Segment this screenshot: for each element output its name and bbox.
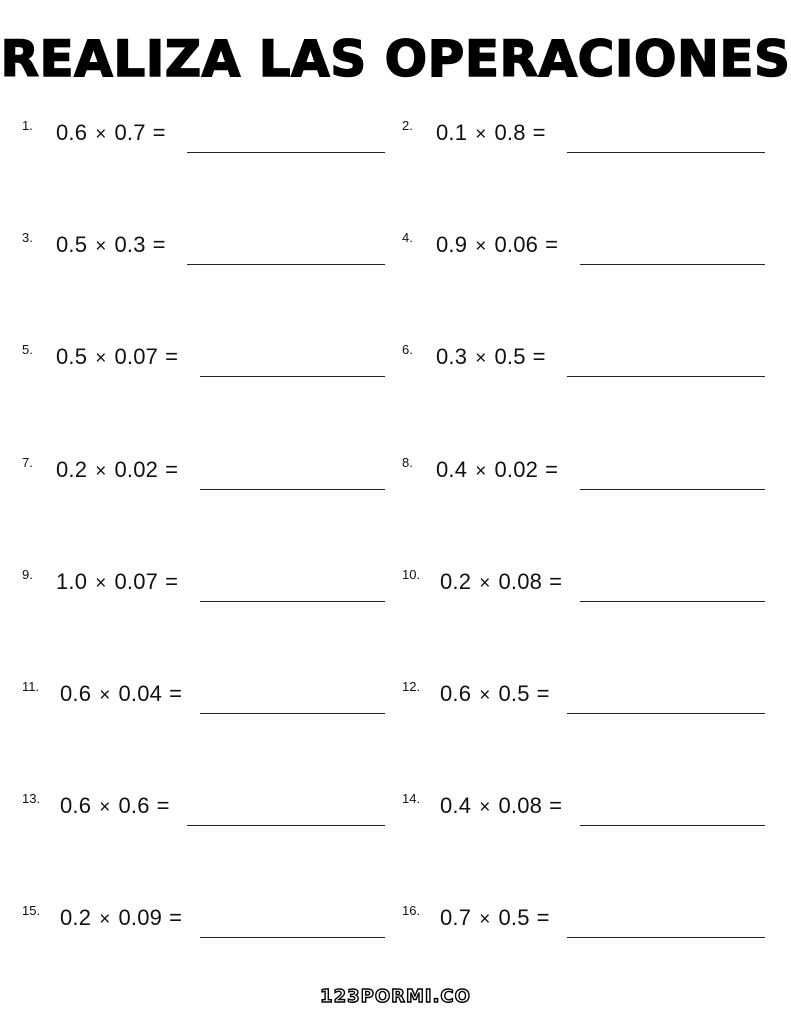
- problem-number: 13.: [22, 791, 41, 806]
- operand-b: 0.06: [494, 232, 539, 257]
- times-symbol: ×: [95, 573, 107, 594]
- answer-blank[interactable]: [567, 151, 765, 153]
- problem-2: [402, 120, 546, 150]
- problem-number: 11.: [22, 679, 40, 694]
- operand-a: 0.1: [436, 120, 468, 145]
- operand-b: 0.7: [114, 120, 146, 145]
- times-symbol: ×: [99, 685, 111, 706]
- answer-blank[interactable]: [580, 488, 765, 490]
- equals-sign: =: [152, 232, 166, 257]
- operand-b: 0.3: [114, 232, 146, 257]
- equals-sign: =: [532, 120, 546, 145]
- times-symbol: ×: [95, 236, 107, 257]
- answer-blank[interactable]: [187, 151, 385, 153]
- times-symbol: ×: [99, 909, 111, 930]
- operand-b: 0.08: [498, 793, 543, 818]
- times-symbol: ×: [95, 461, 107, 482]
- answer-blank[interactable]: [200, 936, 385, 938]
- problem-expression: [56, 569, 178, 595]
- times-symbol: ×: [475, 461, 487, 482]
- answer-blank[interactable]: [187, 263, 385, 265]
- problem-number: 15.: [22, 903, 41, 918]
- operand-b: 0.5: [498, 681, 530, 706]
- answer-blank[interactable]: [200, 600, 385, 602]
- answer-blank[interactable]: [200, 375, 385, 377]
- operand-a: 0.6: [60, 681, 92, 706]
- equals-sign: =: [169, 905, 183, 930]
- times-symbol: ×: [479, 909, 491, 930]
- answer-blank[interactable]: [200, 488, 385, 490]
- times-symbol: ×: [479, 573, 491, 594]
- equals-sign: =: [536, 681, 550, 706]
- operand-a: 0.5: [56, 344, 88, 369]
- problem-6: [402, 344, 546, 374]
- problem-number: 3.: [22, 230, 33, 245]
- operand-b: 0.08: [498, 569, 543, 594]
- problem-expression: [56, 457, 178, 483]
- problem-number: 7.: [22, 455, 33, 470]
- operand-a: 0.6: [60, 793, 92, 818]
- problem-number: 2.: [402, 118, 413, 133]
- problem-expression: [436, 120, 546, 146]
- times-symbol: ×: [95, 348, 107, 369]
- problem-expression: [436, 457, 558, 483]
- problem-13: [22, 793, 170, 823]
- problem-number: 4.: [402, 230, 413, 245]
- equals-sign: =: [152, 120, 166, 145]
- problem-number: 5.: [22, 342, 33, 357]
- problem-number: 10.: [402, 567, 421, 582]
- equals-sign: =: [165, 457, 179, 482]
- problem-1: [22, 120, 166, 150]
- equals-sign: =: [165, 344, 179, 369]
- problem-expression: [440, 569, 562, 595]
- equals-sign: =: [536, 905, 550, 930]
- operand-b: 0.8: [494, 120, 526, 145]
- times-symbol: ×: [475, 124, 487, 145]
- problem-10: [402, 569, 562, 599]
- operand-a: 0.2: [440, 569, 472, 594]
- equals-sign: =: [532, 344, 546, 369]
- operand-a: 0.3: [436, 344, 468, 369]
- operand-b: 0.6: [118, 793, 150, 818]
- problem-expression: [56, 120, 166, 146]
- problem-expression: [436, 344, 546, 370]
- operand-b: 0.5: [498, 905, 530, 930]
- operand-b: 0.02: [114, 457, 159, 482]
- operand-b: 0.09: [118, 905, 163, 930]
- problem-expression: [440, 905, 550, 931]
- operand-a: 0.9: [436, 232, 468, 257]
- problem-expression: [60, 793, 170, 819]
- operand-b: 0.07: [114, 569, 159, 594]
- problem-number: 6.: [402, 342, 413, 357]
- answer-blank[interactable]: [200, 712, 385, 714]
- operand-a: 0.4: [436, 457, 468, 482]
- problem-12: [402, 681, 550, 711]
- problem-15: [22, 905, 182, 935]
- equals-sign: =: [545, 457, 559, 482]
- operand-a: 0.6: [56, 120, 88, 145]
- operand-b: 0.07: [114, 344, 159, 369]
- problem-expression: [436, 232, 558, 258]
- problem-expression: [440, 681, 550, 707]
- operand-a: 0.7: [440, 905, 472, 930]
- operand-b: 0.5: [494, 344, 526, 369]
- operand-a: 1.0: [56, 569, 88, 594]
- answer-blank[interactable]: [580, 263, 765, 265]
- operand-b: 0.04: [118, 681, 163, 706]
- problem-expression: [440, 793, 562, 819]
- problem-expression: [56, 232, 166, 258]
- equals-sign: =: [169, 681, 183, 706]
- problem-16: [402, 905, 550, 935]
- equals-sign: =: [545, 232, 559, 257]
- problem-4: [402, 232, 558, 262]
- times-symbol: ×: [475, 348, 487, 369]
- problem-number: 16.: [402, 903, 421, 918]
- problem-number: 1.: [22, 118, 33, 133]
- answer-blank[interactable]: [187, 824, 385, 826]
- problem-9: [22, 569, 178, 599]
- problem-number: 12.: [402, 679, 421, 694]
- operand-b: 0.02: [494, 457, 539, 482]
- problem-14: [402, 793, 562, 823]
- worksheet-title: REALIZA LAS OPERACIONES: [0, 30, 791, 88]
- operand-a: 0.2: [60, 905, 92, 930]
- equals-sign: =: [549, 569, 563, 594]
- problem-11: [22, 681, 182, 711]
- site-logo: 123PORMI.CO: [320, 986, 471, 1007]
- times-symbol: ×: [95, 124, 107, 145]
- answer-blank[interactable]: [580, 600, 765, 602]
- problem-number: 8.: [402, 455, 413, 470]
- times-symbol: ×: [99, 797, 111, 818]
- operand-a: 0.6: [440, 681, 472, 706]
- equals-sign: =: [156, 793, 170, 818]
- answer-blank[interactable]: [567, 375, 765, 377]
- operand-a: 0.5: [56, 232, 88, 257]
- answer-blank[interactable]: [580, 824, 765, 826]
- problem-expression: [60, 905, 182, 931]
- times-symbol: ×: [479, 685, 491, 706]
- problem-5: [22, 344, 178, 374]
- problem-number: 14.: [402, 791, 421, 806]
- problem-number: 9.: [22, 567, 33, 582]
- equals-sign: =: [165, 569, 179, 594]
- times-symbol: ×: [475, 236, 487, 257]
- problem-expression: [56, 344, 178, 370]
- problem-expression: [60, 681, 182, 707]
- problem-3: [22, 232, 166, 262]
- equals-sign: =: [549, 793, 563, 818]
- operand-a: 0.2: [56, 457, 88, 482]
- problem-7: [22, 457, 178, 487]
- answer-blank[interactable]: [567, 712, 765, 714]
- problem-8: [402, 457, 558, 487]
- answer-blank[interactable]: [567, 936, 765, 938]
- operand-a: 0.4: [440, 793, 472, 818]
- times-symbol: ×: [479, 797, 491, 818]
